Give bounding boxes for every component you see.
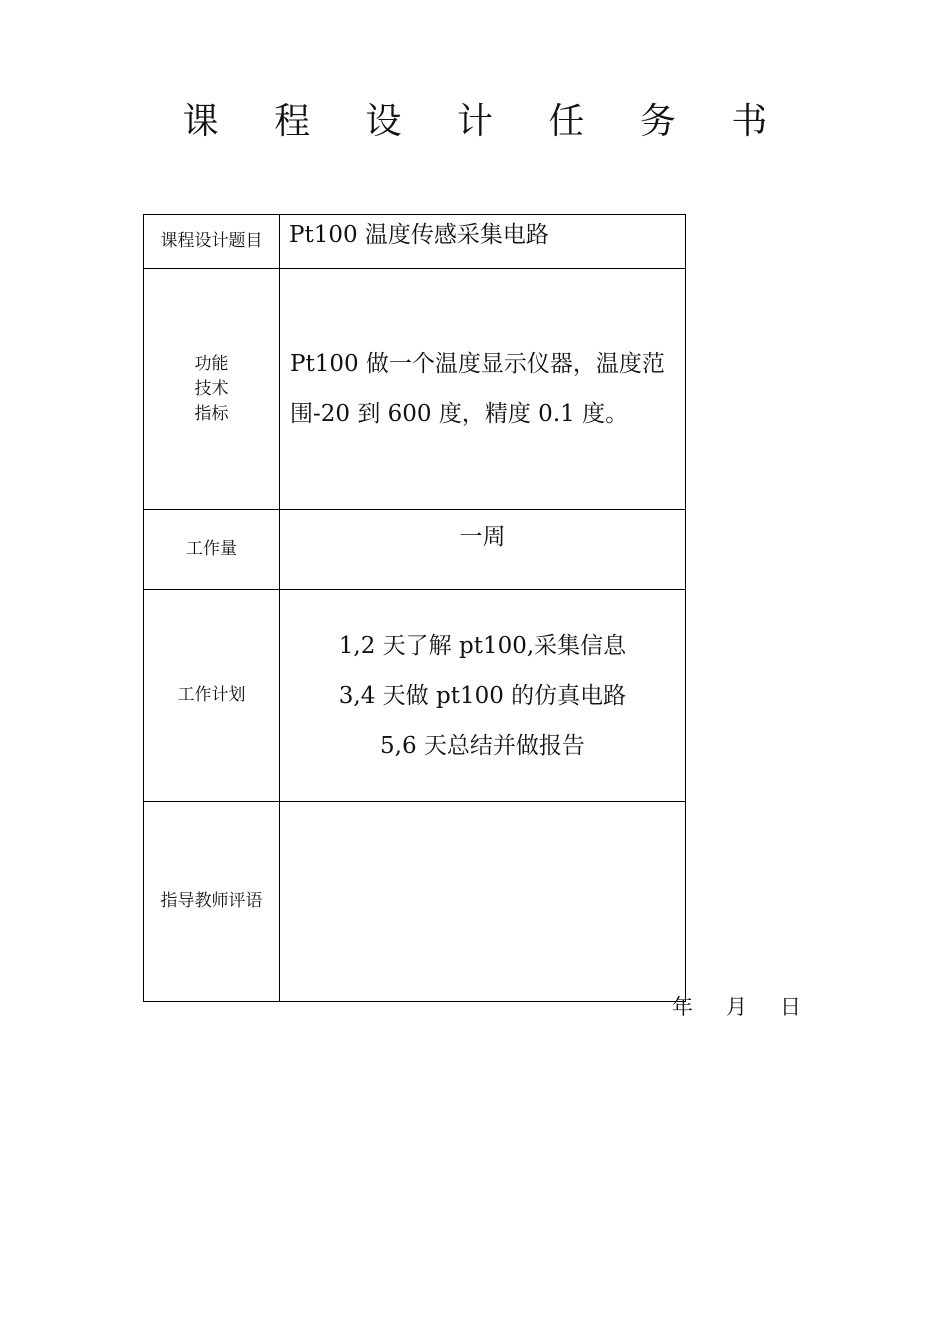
- workload-value: 一周: [280, 510, 686, 590]
- spec-label: [144, 269, 280, 510]
- plan-label: 工作计划: [144, 590, 280, 802]
- date-day: 日: [780, 995, 801, 1019]
- plan-line: 5,6 天总结并做报告: [380, 732, 585, 759]
- task-table: [143, 214, 686, 1002]
- date-month: 月: [726, 995, 747, 1019]
- plan-line: 3,4 天做 pt100 的仿真电路: [338, 682, 627, 709]
- table-row-workload: [144, 510, 686, 590]
- spec-value: Pt100 做一个温度显示仪器，温度范围-20 到 600 度，精度 0.1 度。: [280, 269, 686, 510]
- date-line: [672, 993, 801, 1021]
- plan-value: [280, 590, 686, 802]
- spec-label-line: 功能: [194, 353, 229, 374]
- table-row-comment: [144, 802, 686, 1002]
- topic-value: Pt100 温度传感采集电路: [280, 215, 686, 269]
- date-year: 年: [672, 995, 693, 1019]
- workload-label: 工作量: [144, 510, 280, 590]
- comment-value: [280, 802, 686, 1002]
- page-title: 课 程 设 计 任 务 书: [182, 101, 790, 142]
- spec-label-line: 技术: [194, 378, 229, 399]
- plan-line: 1,2 天了解 pt100,采集信息: [338, 632, 627, 659]
- comment-label: 指导教师评语: [144, 802, 280, 1002]
- table-row-spec: [144, 269, 686, 510]
- topic-label: 课程设计题目: [144, 215, 280, 269]
- table-row-topic: [144, 215, 686, 269]
- table-row-plan: [144, 590, 686, 802]
- spec-label-line: 指标: [194, 403, 229, 424]
